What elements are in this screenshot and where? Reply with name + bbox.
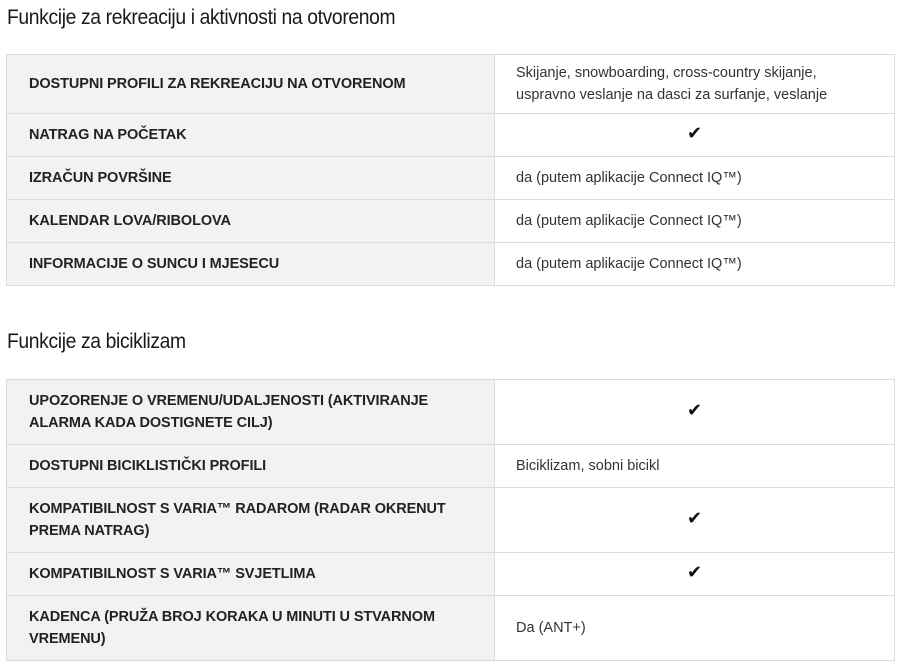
spec-table-cycling (6, 379, 895, 661)
table-row (7, 200, 895, 243)
row-value (495, 553, 895, 596)
row-value (495, 488, 895, 553)
row-value: da (putem aplikacije Connect IQ™) (495, 243, 895, 286)
table-row (7, 553, 895, 596)
row-label: DOSTUPNI BICIKLISTIČKI PROFILI (7, 445, 495, 488)
row-value (495, 380, 895, 445)
table-row (7, 55, 895, 114)
table-row (7, 488, 895, 553)
table-row (7, 243, 895, 286)
table-row (7, 445, 895, 488)
row-value: Biciklizam, sobni bicikl (495, 445, 895, 488)
row-value: da (putem aplikacije Connect IQ™) (495, 200, 895, 243)
section-title-cycling: Funkcije za biciklizam (7, 330, 186, 353)
check-icon: ✔ (686, 508, 703, 528)
row-label: DOSTUPNI PROFILI ZA REKREACIJU NA OTVORENOM (7, 55, 495, 114)
row-label: NATRAG NA POČETAK (7, 114, 495, 157)
table-row (7, 114, 895, 157)
row-value: Da (ANT+) (495, 596, 895, 661)
check-icon: ✔ (686, 400, 703, 420)
check-icon: ✔ (686, 562, 703, 582)
row-value (495, 114, 895, 157)
section-title-outdoor: Funkcije za rekreaciju i aktivnosti na otvorenom (7, 6, 396, 29)
table-row (7, 596, 895, 661)
table-row (7, 380, 895, 445)
table-row (7, 157, 895, 200)
row-label: KADENCA (PRUŽA BROJ KORAKA U MINUTI U STVARNOM VREMENU) (7, 596, 495, 661)
row-label: INFORMACIJE O SUNCU I MJESECU (7, 243, 495, 286)
row-label: UPOZORENJE O VREMENU/UDALJENOSTI (AKTIVIRANJE ALARMA KADA DOSTIGNETE CILJ) (7, 380, 495, 445)
row-label: KOMPATIBILNOST S VARIA™ RADAROM (RADAR OKRENUT PREMA NATRAG) (7, 488, 495, 553)
row-label: IZRAČUN POVRŠINE (7, 157, 495, 200)
row-value: da (putem aplikacije Connect IQ™) (495, 157, 895, 200)
check-icon: ✔ (686, 123, 703, 143)
row-label: KALENDAR LOVA/RIBOLOVA (7, 200, 495, 243)
row-label: KOMPATIBILNOST S VARIA™ SVJETLIMA (7, 553, 495, 596)
spec-table-outdoor (6, 54, 895, 286)
row-value: Skijanje, snowboarding, cross-country skijanje, uspravno veslanje na dasci za surfanje, veslanje (495, 55, 895, 114)
